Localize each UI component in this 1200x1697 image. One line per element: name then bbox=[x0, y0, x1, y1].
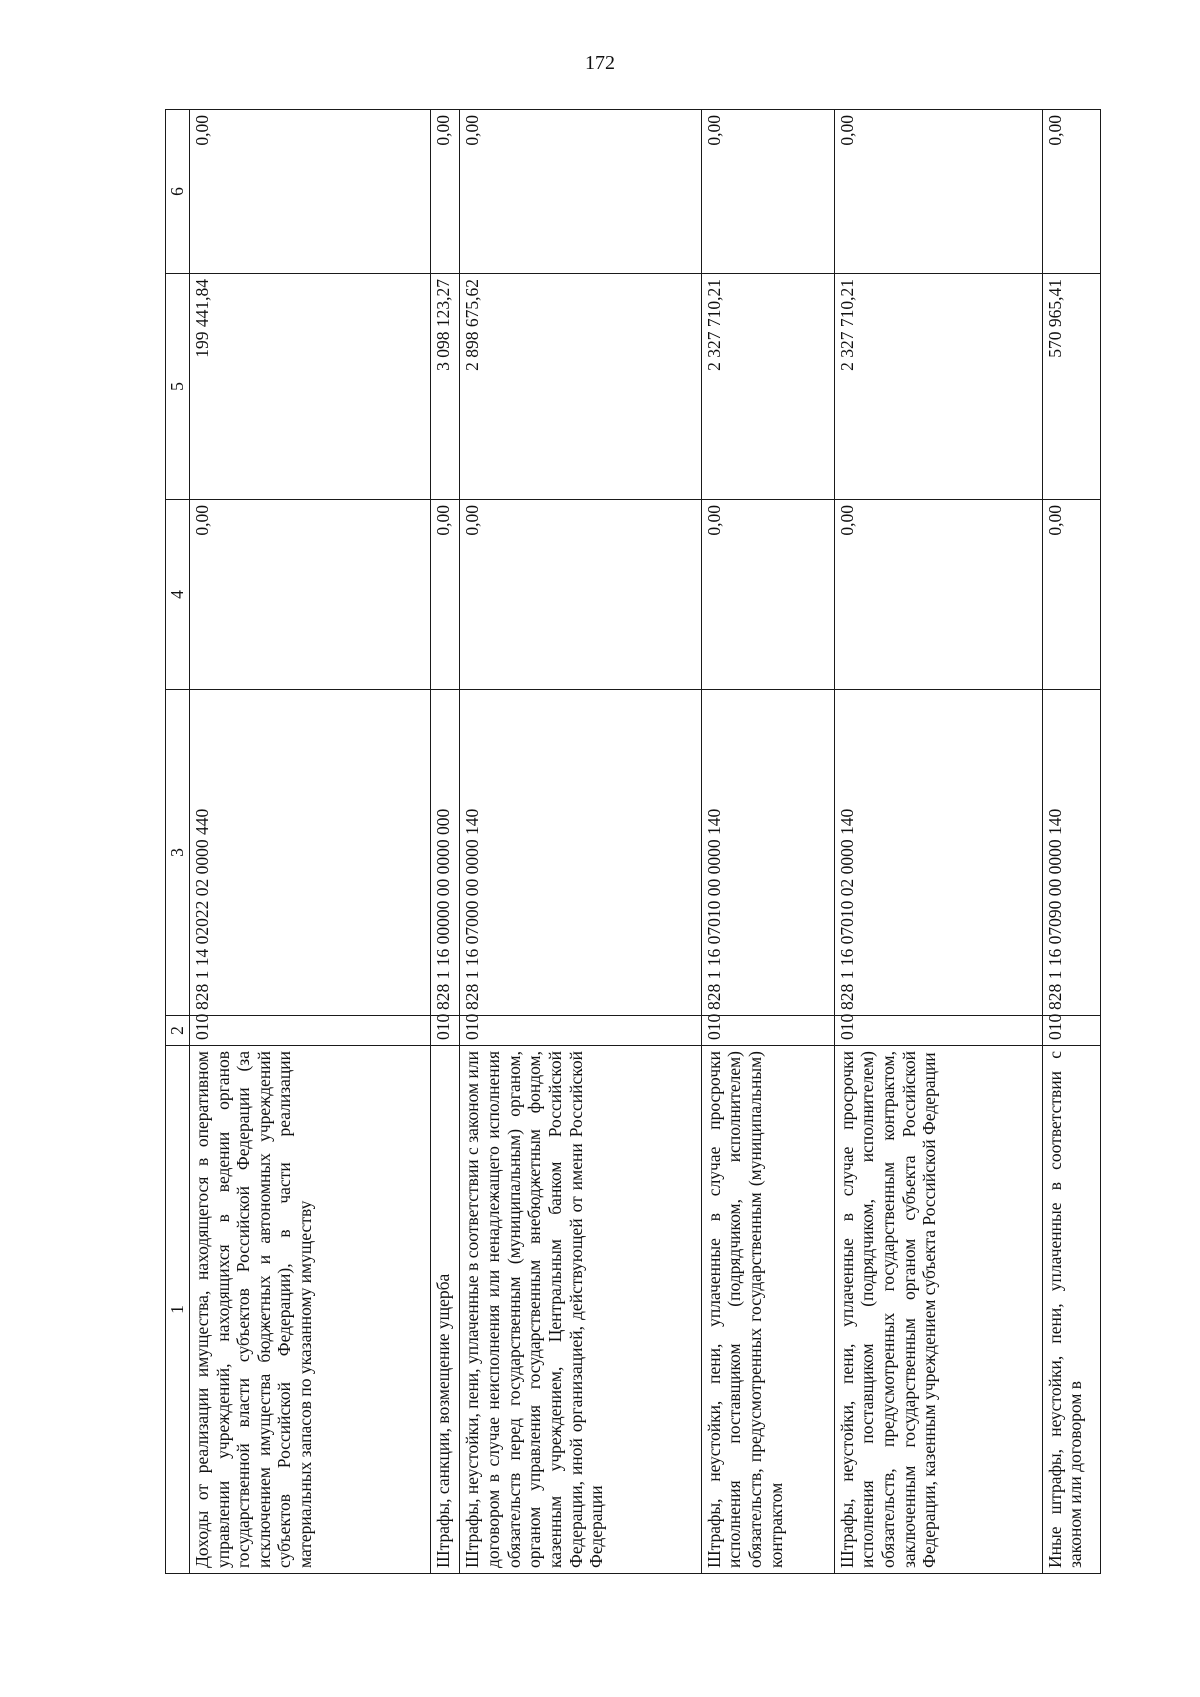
table-row bbox=[1042, 110, 1100, 1574]
row-name: Штрафы, санкции, возмещение ущерба bbox=[431, 1046, 460, 1574]
col4-value: 0,00 bbox=[701, 500, 834, 690]
col-header-1: 1 bbox=[166, 1046, 190, 1574]
col6-value: 0,00 bbox=[431, 110, 460, 274]
col6-value: 0,00 bbox=[1042, 110, 1100, 274]
col5-value: 2 327 710,21 bbox=[834, 274, 1042, 500]
col5-value: 2 327 710,21 bbox=[701, 274, 834, 500]
col5-value: 3 098 123,27 bbox=[431, 274, 460, 500]
kbk-code: 828 1 16 00000 00 0000 000 bbox=[431, 690, 460, 1016]
table-row bbox=[834, 110, 1042, 1574]
col5-value: 199 441,84 bbox=[189, 274, 430, 500]
kbk-code: 828 1 16 07090 00 0000 140 bbox=[1042, 690, 1100, 1016]
row-name: Штрафы, неустойки, пени, уплаченные в случае просрочки исполнения поставщиком (подрядчиком, исполнителем) обязательств, предусмотренных государственным контрактом, заключенным государственным органом субъекта Российской Федерации, казенным учреждением субъекта Российской Федерации bbox=[834, 1046, 1042, 1574]
col4-value: 0,00 bbox=[834, 500, 1042, 690]
table-row bbox=[431, 110, 460, 1574]
rotated-table-container bbox=[165, 110, 1101, 1574]
col6-value: 0,00 bbox=[701, 110, 834, 274]
col-header-5: 5 bbox=[166, 274, 190, 500]
row-code: 010 bbox=[1042, 1016, 1100, 1046]
col-header-4: 4 bbox=[166, 500, 190, 690]
row-name: Штрафы, неустойки, пени, уплаченные в случае просрочки исполнения поставщиком (подрядчиком, исполнителем) обязательств, предусмотренных государственным (муниципальным) контрактом bbox=[701, 1046, 834, 1574]
table-row bbox=[460, 110, 701, 1574]
row-name: Иные штрафы, неустойки, пени, уплаченные в соответствии с законом или договором в bbox=[1042, 1046, 1100, 1574]
kbk-code: 828 1 16 07010 00 0000 140 bbox=[701, 690, 834, 1016]
col4-value: 0,00 bbox=[189, 500, 430, 690]
table-row bbox=[701, 110, 834, 1574]
row-code: 010 bbox=[431, 1016, 460, 1046]
row-code: 010 bbox=[834, 1016, 1042, 1046]
page-number: 172 bbox=[585, 52, 615, 74]
row-code: 010 bbox=[189, 1016, 430, 1046]
col6-value: 0,00 bbox=[834, 110, 1042, 274]
col4-value: 0,00 bbox=[431, 500, 460, 690]
col4-value: 0,00 bbox=[1042, 500, 1100, 690]
kbk-code: 828 1 14 02022 02 0000 440 bbox=[189, 690, 430, 1016]
col5-value: 570 965,41 bbox=[1042, 274, 1100, 500]
table-row bbox=[189, 110, 430, 1574]
col6-value: 0,00 bbox=[460, 110, 701, 274]
kbk-code: 828 1 16 07000 00 0000 140 bbox=[460, 690, 701, 1016]
kbk-code: 828 1 16 07010 02 0000 140 bbox=[834, 690, 1042, 1016]
row-code: 010 bbox=[701, 1016, 834, 1046]
col6-value: 0,00 bbox=[189, 110, 430, 274]
col-header-6: 6 bbox=[166, 110, 190, 274]
col4-value: 0,00 bbox=[460, 500, 701, 690]
row-name: Штрафы, неустойки, пени, уплаченные в соответствии с законом или договором в случае неисполнения или ненадлежащего исполнения обязательств перед государственным (муниципальным) органом, органом управления государственным внебюджетным фондом, казенным учреждением, Центральным банком Российской Федерации, иной организацией, действующей от имени Российской Федерации bbox=[460, 1046, 701, 1574]
col5-value: 2 898 675,62 bbox=[460, 274, 701, 500]
header-row bbox=[166, 110, 190, 1574]
row-name: Доходы от реализации имущества, находящегося в оперативном управлении учреждений, находящихся в ведении органов государственной власти субъектов Российской Федерации (за исключением имущества бюджетных и автономных учреждений субъектов Российской Федерации), в части реализации материальных запасов по указанному имуществу bbox=[189, 1046, 430, 1574]
col-header-3: 3 bbox=[166, 690, 190, 1016]
col-header-2: 2 bbox=[166, 1016, 190, 1046]
budget-table bbox=[165, 109, 1101, 1574]
row-code: 010 bbox=[460, 1016, 701, 1046]
